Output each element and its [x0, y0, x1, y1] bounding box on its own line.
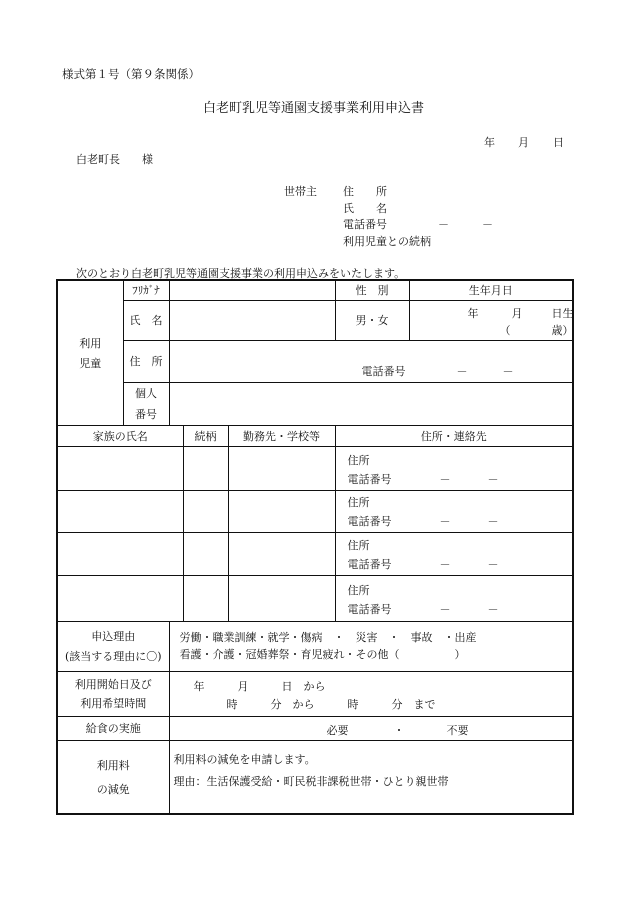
- personal-number-row: [57, 382, 573, 425]
- gender-options[interactable]: 男・女: [335, 300, 409, 340]
- personal-number-label-1: 個人: [135, 387, 157, 400]
- fee-waiver-field[interactable]: [169, 740, 573, 814]
- family-relation-field[interactable]: [183, 446, 228, 490]
- family-contact-header: 住所・連絡先: [335, 425, 573, 446]
- family-relation-field[interactable]: [183, 490, 228, 532]
- addressee: 白老町長 様: [76, 153, 153, 166]
- child-furigana-row: [57, 280, 573, 300]
- family-address-label: 住所: [347, 495, 370, 509]
- applicant-phone-label: 電話番号: [343, 218, 387, 231]
- gender-header: 性 別: [335, 280, 409, 300]
- birthdate-field[interactable]: [409, 300, 573, 340]
- reason-row: [57, 621, 573, 671]
- birth-day: 日生: [551, 306, 574, 320]
- child-section-label-1: 利用: [79, 336, 102, 350]
- personal-number-field[interactable]: [169, 382, 573, 425]
- reason-label: [57, 621, 169, 671]
- schedule-field[interactable]: [169, 671, 573, 716]
- family-phone-dash: －: [439, 514, 451, 528]
- family-address-label: 住所: [347, 583, 370, 597]
- reason-label-1: 申込理由: [91, 630, 136, 643]
- schedule-time-range: 時 分 から 時 分 まで: [226, 697, 436, 711]
- family-contact-field[interactable]: [335, 575, 573, 621]
- furigana-label: ﾌﾘｶﾞﾅ: [123, 280, 169, 300]
- child-phone-dash: －: [456, 364, 468, 378]
- child-address-row: [57, 340, 573, 382]
- fee-waiver-label-2: の減免: [96, 782, 130, 796]
- date-day: 日: [553, 136, 564, 149]
- fee-waiver-label: [57, 740, 169, 814]
- family-workplace-field[interactable]: [228, 490, 335, 532]
- age-close: 歳）: [551, 323, 574, 337]
- family-phone-label: 電話番号: [347, 514, 392, 528]
- meal-options[interactable]: [169, 716, 573, 740]
- birthdate-header: 生年月日: [409, 280, 573, 300]
- family-contact-field[interactable]: [335, 446, 573, 490]
- fee-waiver-row: [57, 740, 573, 814]
- child-name-row: [57, 300, 573, 340]
- meal-label: 給食の実施: [57, 716, 169, 740]
- family-phone-label: 電話番号: [347, 472, 392, 486]
- fee-waiver-label-1: 利用料: [96, 758, 130, 772]
- applicant-phone-dash: －: [438, 218, 449, 231]
- family-row: [57, 490, 573, 532]
- reason-options[interactable]: [169, 621, 573, 671]
- child-address-label: 住 所: [123, 340, 169, 382]
- schedule-label-1: 利用開始日及び: [74, 678, 152, 691]
- child-address-field[interactable]: [169, 340, 573, 382]
- child-section-label: [57, 280, 123, 425]
- family-contact-field[interactable]: [335, 490, 573, 532]
- personal-number-label: [123, 382, 169, 425]
- meal-required-option: 必要: [326, 723, 349, 737]
- child-section-label-2: 児童: [79, 356, 102, 370]
- schedule-row: [57, 671, 573, 716]
- family-name-field[interactable]: [57, 532, 183, 575]
- application-table: [56, 279, 574, 815]
- applicant-phone-dash: －: [482, 218, 493, 231]
- family-phone-dash: －: [487, 602, 499, 616]
- family-address-label: 住所: [347, 538, 370, 552]
- form-number: 様式第１号（第９条関係）: [62, 67, 200, 81]
- family-phone-dash: －: [439, 602, 451, 616]
- child-phone-label: 電話番号: [361, 364, 406, 378]
- birth-year: 年: [467, 306, 479, 320]
- family-name-field[interactable]: [57, 446, 183, 490]
- applicant-name-label: 氏 名: [343, 202, 387, 215]
- family-phone-dash: －: [487, 557, 499, 571]
- family-row: [57, 446, 573, 490]
- schedule-label-2: 利用希望時間: [80, 697, 147, 710]
- applicant-address-label: 住 所: [343, 185, 387, 198]
- family-workplace-field[interactable]: [228, 575, 335, 621]
- date-year: 年: [484, 136, 495, 149]
- date-month: 月: [518, 136, 529, 149]
- child-phone-dash: －: [502, 364, 514, 378]
- schedule-start-date: 年 月 日 から: [193, 679, 326, 693]
- family-phone-dash: －: [487, 514, 499, 528]
- family-phone-dash: －: [439, 557, 451, 571]
- reason-options-line-1: 労働・職業訓練・就学・傷病 ・ 災害 ・ 事故 ・出産: [179, 631, 477, 644]
- family-phone-dash: －: [439, 472, 451, 486]
- family-relation-field[interactable]: [183, 575, 228, 621]
- household-head-label: 世帯主: [284, 185, 317, 198]
- fee-waiver-reasons: 理由：生活保護受給・町民税非課税世帯・ひとり親世帯: [173, 774, 449, 788]
- meal-not-required-option: 不要: [446, 723, 469, 737]
- family-workplace-field[interactable]: [228, 532, 335, 575]
- family-phone-label: 電話番号: [347, 602, 392, 616]
- child-name-field[interactable]: [169, 300, 335, 340]
- personal-number-label-2: 番号: [135, 408, 157, 421]
- meal-row: [57, 716, 573, 740]
- family-name-field[interactable]: [57, 575, 183, 621]
- fee-waiver-request: 利用料の減免を申請します。: [173, 752, 316, 766]
- form-title: 白老町乳児等通園支援事業利用申込書: [203, 101, 425, 116]
- child-name-label: 氏 名: [123, 300, 169, 340]
- reason-options-line-2: 看護・介護・冠婚葬祭・育児疲れ・その他（ ）: [179, 648, 466, 661]
- family-row: [57, 532, 573, 575]
- birth-month: 月: [511, 306, 523, 320]
- schedule-label: [57, 671, 169, 716]
- family-relation-header: 続柄: [183, 425, 228, 446]
- family-relation-field[interactable]: [183, 532, 228, 575]
- family-row: [57, 575, 573, 621]
- family-contact-field[interactable]: [335, 532, 573, 575]
- applicant-relation-label: 利用児童との続柄: [343, 235, 431, 248]
- family-phone-dash: －: [487, 472, 499, 486]
- family-header-row: [57, 425, 573, 446]
- family-name-field[interactable]: [57, 490, 183, 532]
- family-phone-label: 電話番号: [347, 557, 392, 571]
- meal-separator: ・: [393, 723, 405, 737]
- furigana-field[interactable]: [169, 280, 335, 300]
- family-workplace-header: 勤務先・学校等: [228, 425, 335, 446]
- family-workplace-field[interactable]: [228, 446, 335, 490]
- reason-label-2: (該当する理由に〇): [64, 650, 162, 663]
- intro-text: 次のとおり白老町乳児等通園支援事業の利用申込みをいたします。: [76, 267, 406, 280]
- age-open: （: [499, 323, 511, 337]
- family-address-label: 住所: [347, 453, 370, 467]
- family-name-header: 家族の氏名: [57, 425, 183, 446]
